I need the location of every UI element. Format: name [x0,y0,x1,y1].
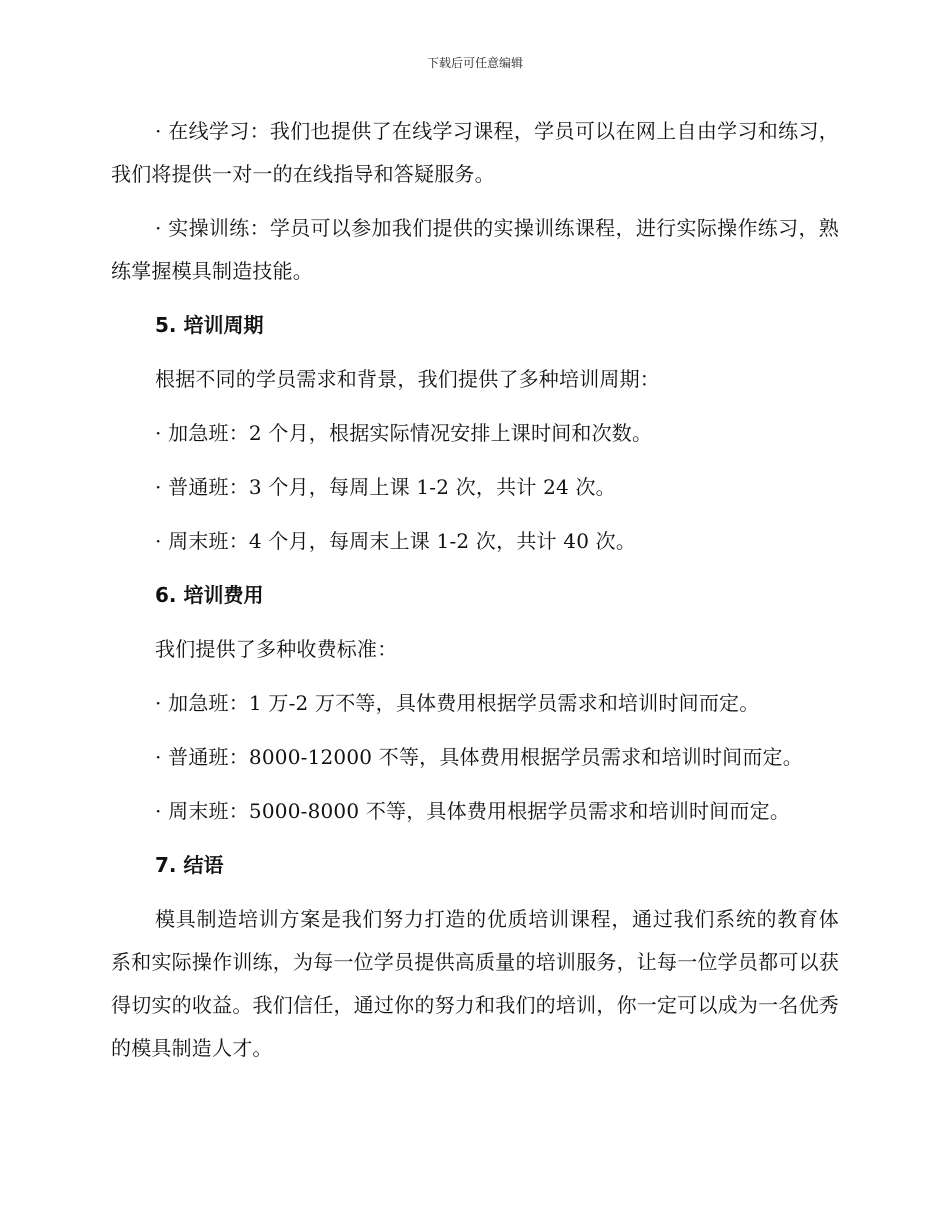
paragraph-fees-intro: 我们提供了多种收费标准： [155,637,398,661]
document-body [111,110,839,1081]
bullet-fee-weekend: · 周末班：5000-8000 不等，具体费用根据学员需求和培训时间而定。 [155,799,791,823]
paragraph-conclusion: 模具制造培训方案是我们努力打造的优质培训课程，通过我们系统的教育体系和实际操作训练，为每一位学员提供高质量的培训服务，让每一位学员都可以获得切实的收益。我们信任，通过你的努力和我们的培训，你一定可以成为一名优秀的模具制造人才。 [111,907,839,1060]
bullet-fee-regular: · 普通班：8000-12000 不等，具体费用根据学员需求和培训时间而定。 [155,745,803,769]
page-header: 下载后可任意编辑 [426,56,523,70]
paragraph-period-intro: 根据不同的学员需求和背景，我们提供了多种培训周期： [155,367,660,391]
bullet-period-weekend: · 周末班：4 个月，每周末上课 1-2 次，共计 40 次。 [155,529,637,553]
bullet-period-regular: · 普通班：3 个月，每周上课 1-2 次，共计 24 次。 [155,475,616,499]
bullet-fee-express: · 加急班：1 万-2 万不等，具体费用根据学员需求和培训时间而定。 [155,691,760,715]
section-heading-conclusion: 7. 结语 [155,853,224,877]
bullet-period-express: · 加急班：2 个月，根据实际情况安排上课时间和次数。 [155,421,653,445]
section-heading-training-fees: 6. 培训费用 [155,583,264,607]
section-heading-training-period: 5. 培训周期 [155,313,264,337]
bullet-online-learning: · 在线学习：我们也提供了在线学习课程，学员可以在网上自由学习和练习，我们将提供一对一的在线指导和答疑服务。 [111,119,839,186]
bullet-practical-training: · 实操训练：学员可以参加我们提供的实操训练课程，进行实际操作练习，熟练掌握模具制造技能。 [111,216,839,283]
